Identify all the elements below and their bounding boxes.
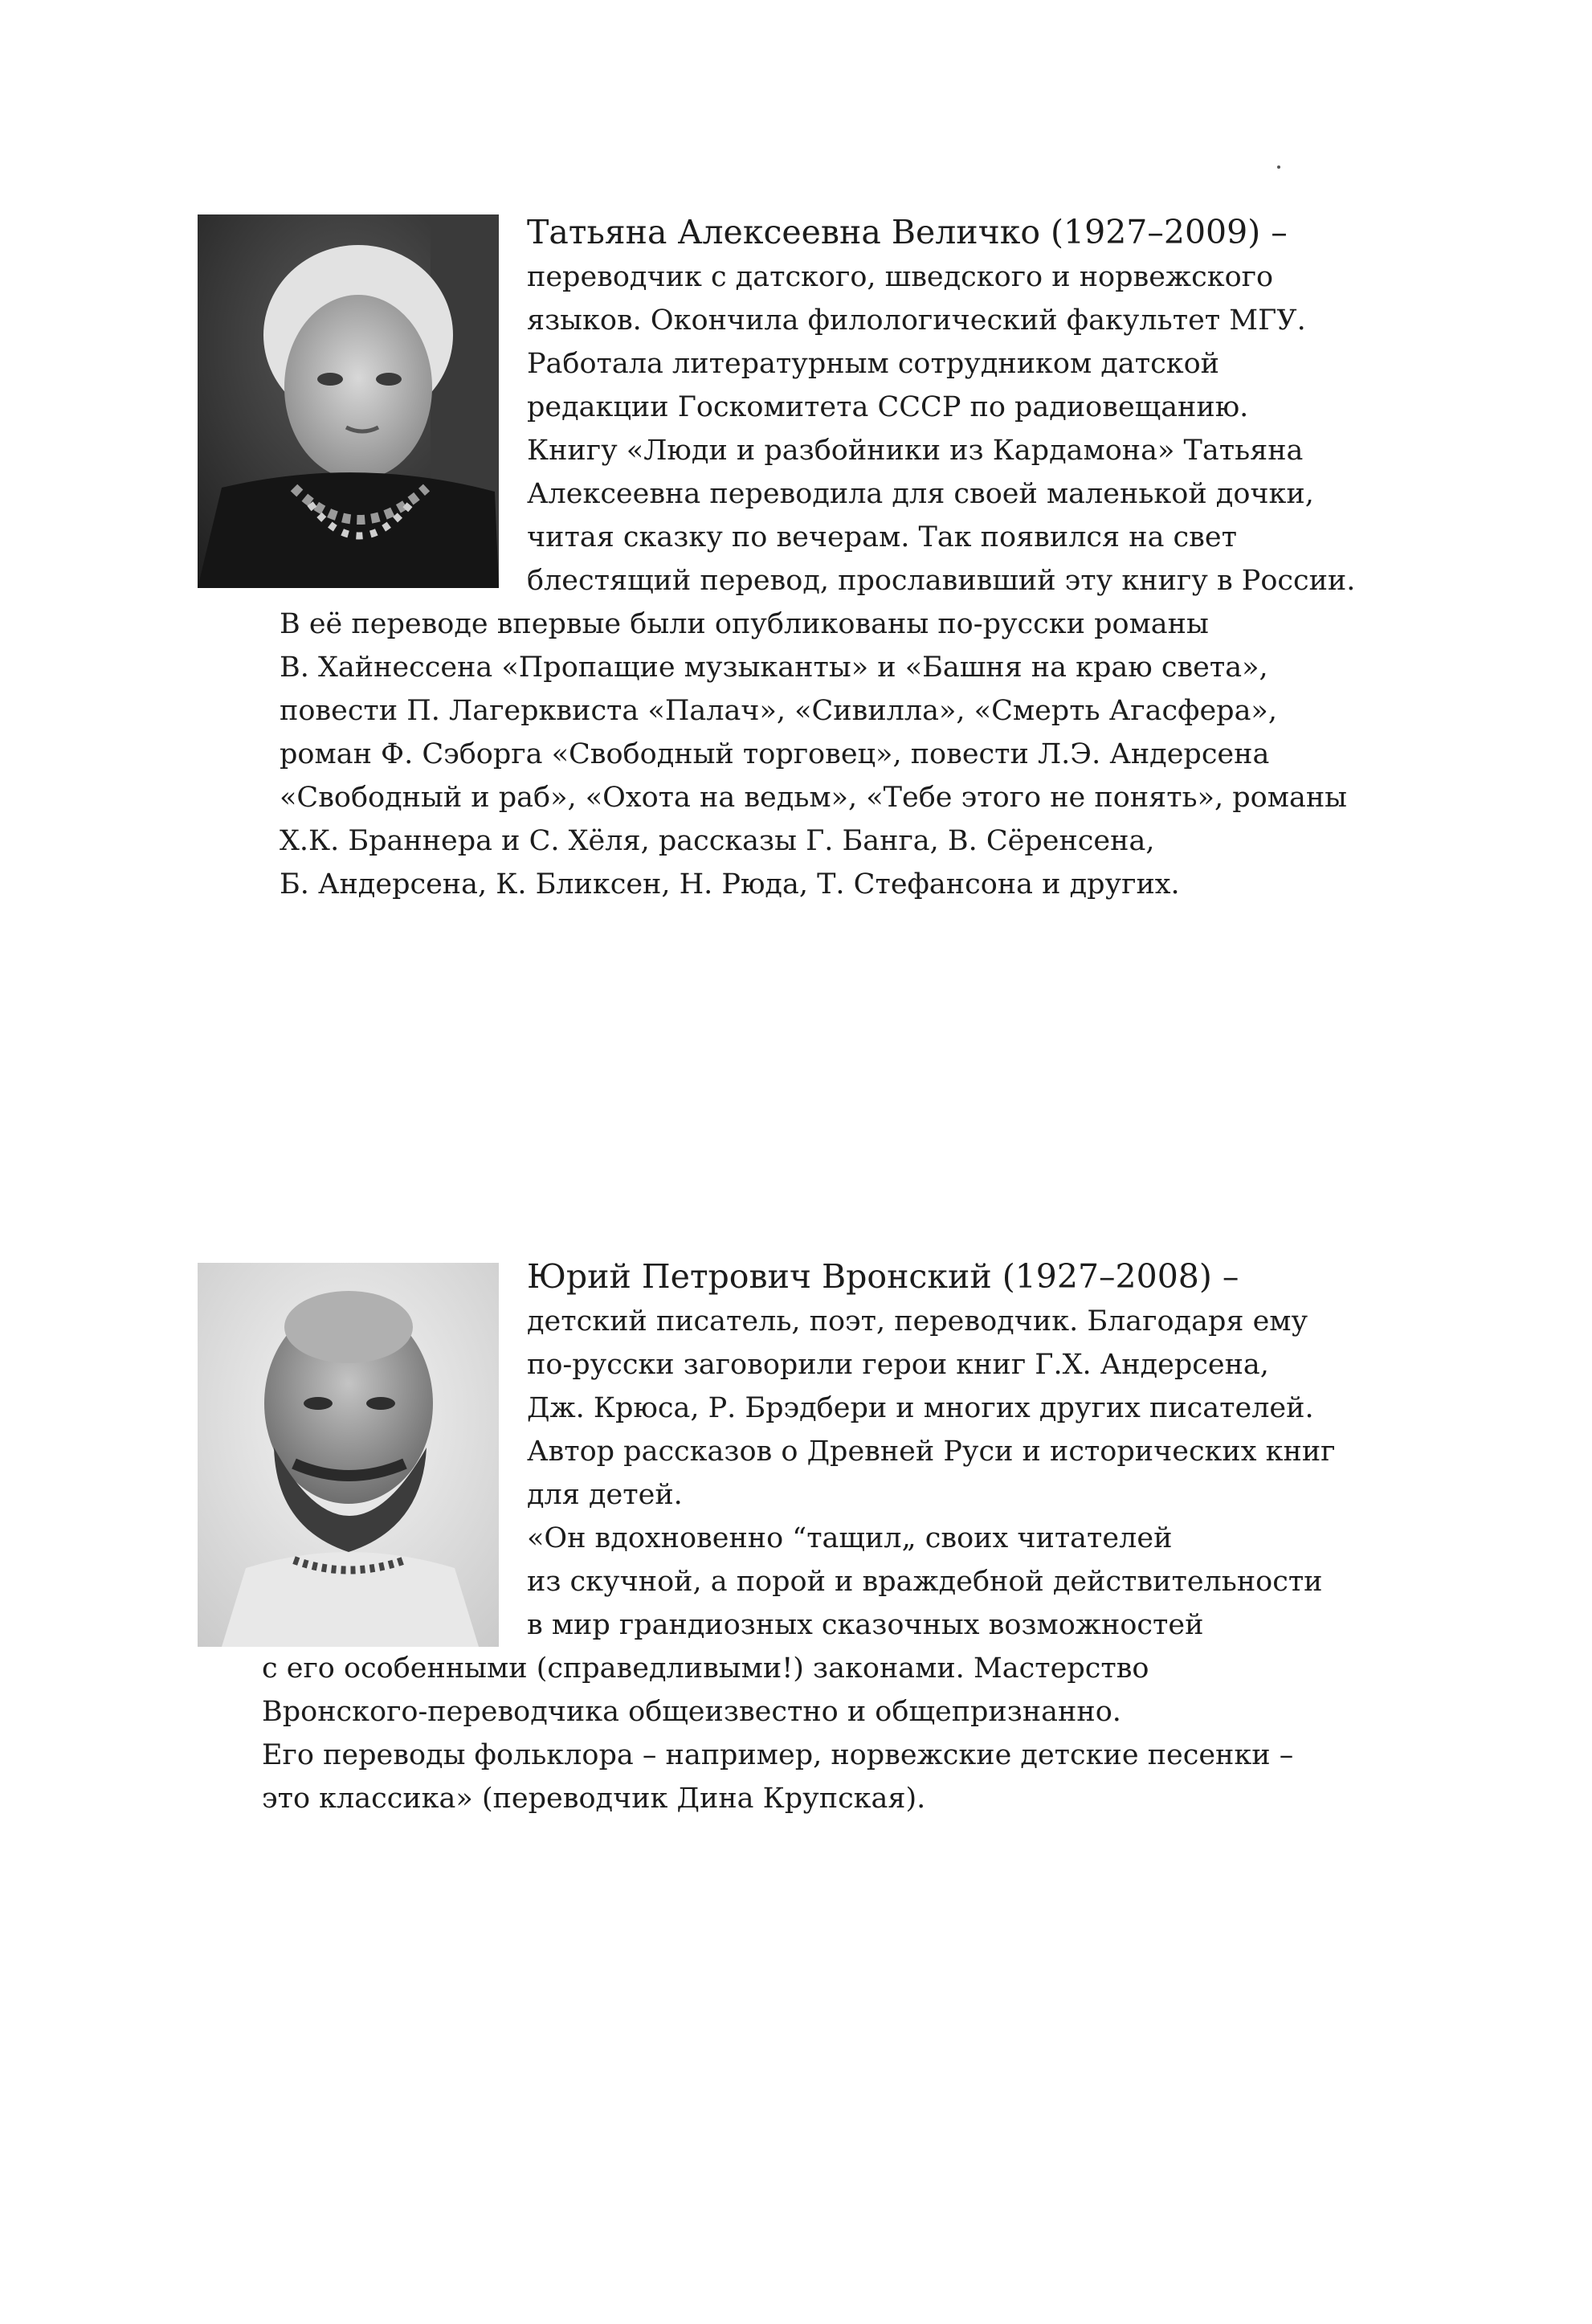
entry-1-line-11: повести П. Лагерквиста «Палач», «Сивилла», «Смерть Агасфера», xyxy=(280,695,1277,727)
entry-1-name: Татьяна Алексеевна Величко (1927–2009) – xyxy=(527,213,1288,251)
entry-2-line-12: это классика» (переводчик Дина Крупская). xyxy=(262,1783,926,1815)
entry-2-line-6: «Он вдохновенно “тащил„ своих читателей xyxy=(527,1522,1173,1554)
entry-1-line-13: «Свободный и раб», «Охота на ведьм», «Тебе этого не понять», романы xyxy=(280,782,1348,814)
entry-2-line-4: Автор рассказов о Древней Руси и исторических книг xyxy=(527,1436,1336,1468)
entry-2-line-2: по-русски заговорили герои книг Г.Х. Андерсена, xyxy=(527,1349,1269,1381)
entry-2-line-9: с его особенными (справедливыми!) законами. Мастерство xyxy=(262,1652,1149,1685)
entry-2-line-10: Вронского-переводчика общеизвестно и общепризнанно. xyxy=(262,1696,1121,1728)
entry-1-line-15: Б. Андерсена, К. Бликсен, Н. Рюда, Т. Стефансона и других. xyxy=(280,868,1180,901)
entry-1-line-12: роман Ф. Сэборга «Свободный торговец», повести Л.Э. Андерсена xyxy=(280,738,1270,770)
entry-2-line-7: из скучной, а порой и враждебной действительности xyxy=(527,1566,1323,1598)
entry-1-line-9: В её переводе впервые были опубликованы по-русски романы xyxy=(280,608,1209,640)
entry-1-line-14: Х.К. Браннера и С. Хёля, рассказы Г. Банга, В. Сёренсена, xyxy=(280,825,1155,857)
portrait-yuri-vronsky xyxy=(198,1263,499,1647)
entry-2-line-11: Его переводы фольклора – например, норвежские детские песенки – xyxy=(262,1739,1294,1771)
entry-1-line-2: языков. Окончила филологический факультет МГУ. xyxy=(527,304,1306,337)
entry-2-line-8: в мир грандиозных сказочных возможностей xyxy=(527,1609,1204,1641)
entry-2-line-1: детский писатель, поэт, переводчик. Благодаря ему xyxy=(527,1305,1308,1338)
entry-1-line-4: редакции Госкомитета СССР по радиовещанию. xyxy=(527,391,1249,423)
entry-2-line-5: для детей. xyxy=(527,1479,683,1511)
entry-1-line-6: Алексеевна переводила для своей маленькой дочки, xyxy=(527,478,1314,510)
entry-2-line-3: Дж. Крюса, Р. Брэдбери и многих других писателей. xyxy=(527,1392,1314,1424)
scan-speck xyxy=(1277,165,1280,169)
portrait-tatyana-velichko xyxy=(198,214,499,588)
entry-1-line-7: читая сказку по вечерам. Так появился на свет xyxy=(527,521,1237,553)
entry-1-line-10: В. Хайнессена «Пропащие музыканты» и «Башня на краю света», xyxy=(280,651,1268,684)
entry-1-line-8: блестящий перевод, прославивший эту книгу в России. xyxy=(527,565,1356,597)
entry-1-line-1: переводчик с датского, шведского и норвежского xyxy=(527,261,1274,293)
entry-2-name: Юрий Петрович Вронский (1927–2008) – xyxy=(527,1257,1239,1296)
entry-1-line-3: Работала литературным сотрудником датской xyxy=(527,348,1220,380)
entry-1-line-5: Книгу «Люди и разбойники из Кардамона» Татьяна xyxy=(527,435,1304,467)
